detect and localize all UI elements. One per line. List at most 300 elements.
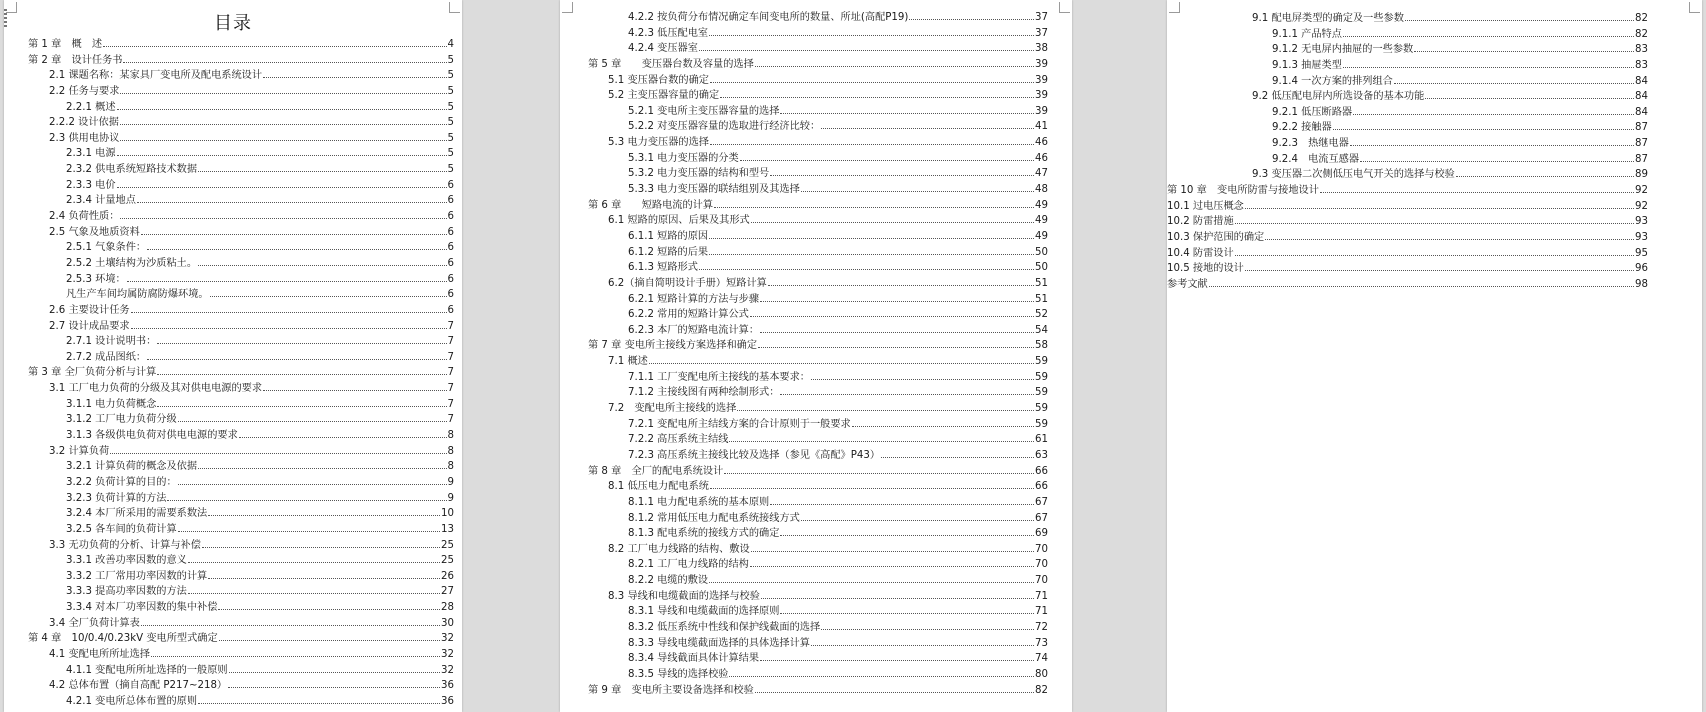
toc-entry[interactable] — [4, 553, 462, 569]
dot-leader — [202, 547, 440, 548]
toc-entry[interactable] — [560, 526, 1072, 542]
toc-entry[interactable] — [560, 448, 1072, 464]
dot-leader — [755, 66, 1034, 67]
toc-entry[interactable] — [560, 667, 1072, 683]
toc-entry[interactable] — [560, 511, 1072, 527]
toc-entry-page-number: 49 — [1035, 199, 1048, 211]
dot-leader — [147, 249, 446, 250]
toc-entry[interactable] — [4, 475, 462, 491]
toc-entry[interactable] — [560, 589, 1072, 605]
toc-entry[interactable] — [4, 459, 462, 475]
toc-entry-page-number: 72 — [1035, 621, 1048, 633]
dot-leader — [709, 35, 1034, 36]
dot-leader — [188, 562, 440, 563]
dot-leader — [131, 328, 447, 329]
dot-leader — [117, 187, 447, 188]
toc-entry[interactable] — [560, 88, 1072, 104]
toc-entry-page-number: 6 — [447, 179, 454, 191]
toc-entry[interactable] — [4, 115, 462, 131]
toc-entry[interactable] — [560, 432, 1072, 448]
toc-entry-page-number: 51 — [1035, 277, 1048, 289]
toc-entry-page-number: 7 — [447, 351, 454, 363]
dot-leader — [198, 171, 446, 172]
toc-entry[interactable] — [4, 53, 462, 69]
toc-entry-page-number: 6 — [447, 211, 454, 223]
toc-entry-page-number: 59 — [1035, 356, 1048, 368]
toc-entry-page-number: 32 — [441, 633, 454, 645]
toc-entry[interactable] — [560, 683, 1072, 699]
toc-entry[interactable] — [560, 26, 1072, 42]
toc-entry-page-number: 5 — [447, 54, 454, 66]
dot-leader — [770, 504, 1034, 505]
toc-entry-page-number: 69 — [1035, 528, 1048, 540]
toc-entry-page-number: 95 — [1635, 247, 1648, 259]
toc-entry-title: 2.3.2 供电系统短路技术数据 — [66, 164, 198, 176]
dot-leader — [120, 218, 446, 219]
toc-entry[interactable] — [1167, 136, 1702, 152]
toc-entry[interactable] — [4, 428, 462, 444]
toc-entry-title: 9.1.2 无电屏内抽屉的一些参数 — [1272, 44, 1414, 56]
dot-leader — [760, 660, 1034, 661]
dot-leader — [750, 316, 1034, 317]
toc-entry[interactable] — [560, 135, 1072, 151]
toc-entry-page-number: 6 — [447, 289, 454, 301]
toc-entry[interactable] — [4, 694, 462, 710]
dot-leader — [801, 520, 1034, 521]
toc-entry[interactable] — [560, 464, 1072, 480]
toc-entry[interactable] — [1167, 105, 1702, 121]
dot-leader — [157, 374, 446, 375]
toc-entry-page-number: 50 — [1035, 262, 1048, 274]
toc-entry-page-number: 39 — [1035, 90, 1048, 102]
toc-entry-page-number: 87 — [1635, 138, 1648, 150]
toc-entry[interactable] — [1167, 58, 1702, 74]
dot-leader — [188, 593, 440, 594]
toc-entry-title: 3.2 计算负荷 — [49, 445, 110, 457]
toc-entry-title: 2.1 课题名称：某家具厂变电所及配电系统设计 — [49, 70, 263, 82]
toc-entry-page-number: 84 — [1635, 91, 1648, 103]
toc-entry-title: 参考文献 — [1167, 278, 1208, 290]
toc-entry[interactable] — [560, 557, 1072, 573]
dot-leader — [123, 62, 446, 63]
dot-leader — [1320, 192, 1634, 193]
toc-entry-page-number: 49 — [1035, 230, 1048, 242]
dot-leader — [141, 234, 447, 235]
toc-entry-title: 5.3.2 电力变压器的结构和型号 — [628, 168, 770, 180]
toc-entry-page-number: 5 — [447, 101, 454, 113]
toc-entry[interactable] — [1167, 230, 1702, 246]
toc-entry-title: 9.2.2 接触器 — [1272, 122, 1332, 134]
toc-entry[interactable] — [560, 229, 1072, 245]
toc-entry-title: 2.3.3 电价 — [66, 179, 116, 191]
toc-entry-title: 6.1.3 短路形式 — [628, 262, 698, 274]
toc-entry-page-number: 7 — [447, 320, 454, 332]
toc-entry-title: 10.5 接地的设计 — [1167, 263, 1244, 275]
toc-entry-page-number: 48 — [1035, 184, 1048, 196]
toc-entry-title: 第 7 章 变电所主接线方案选择和确定 — [588, 340, 758, 352]
toc-entry-title: 7.1.1 工厂变配电所主接线的基本要求： — [628, 371, 810, 383]
toc-entry-title: 9.1.3 抽屉类型 — [1272, 59, 1342, 71]
dot-leader — [724, 473, 1034, 474]
toc-entry[interactable] — [560, 119, 1072, 135]
toc-entry[interactable] — [1167, 120, 1702, 136]
toc-entry-page-number: 82 — [1635, 28, 1648, 40]
toc-entry[interactable] — [4, 522, 462, 538]
dot-leader — [909, 19, 1034, 20]
toc-entry-title: 4.2.1 变电所总体布置的原则 — [66, 695, 198, 707]
dot-leader — [709, 254, 1034, 255]
dot-leader — [120, 93, 446, 94]
toc-entry[interactable] — [4, 538, 462, 554]
toc-entry-page-number: 84 — [1635, 75, 1648, 87]
toc-entry-page-number: 87 — [1635, 153, 1648, 165]
toc-entry-title: 4.2.4 变压器室 — [628, 43, 698, 55]
toc-entry-title: 4.2.2 按负荷分布情况确定车间变电所的数量、所址(高配P19) — [628, 12, 909, 23]
toc-entry-page-number: 82 — [1035, 684, 1048, 696]
toc-entry[interactable] — [560, 651, 1072, 667]
toc-entry-page-number: 10 — [441, 508, 454, 520]
toc-entry[interactable] — [4, 397, 462, 413]
toc-entry[interactable] — [4, 631, 462, 647]
toc-entry-title: 7.2 变配电所主接线的选择 — [608, 403, 737, 415]
dot-leader — [1353, 114, 1634, 115]
toc-entry-title: 6.1.2 短路的后果 — [628, 246, 709, 258]
toc-entry[interactable] — [560, 495, 1072, 511]
dot-leader — [780, 535, 1034, 536]
toc-entry[interactable] — [4, 584, 462, 600]
toc-entry-page-number: 49 — [1035, 215, 1048, 227]
toc-entry[interactable] — [560, 245, 1072, 261]
toc-entry-title: 4.2.3 低压配电室 — [628, 27, 709, 39]
dot-leader — [263, 77, 447, 78]
toc-entry-page-number: 39 — [1035, 58, 1048, 70]
dot-leader — [881, 457, 1034, 458]
toc-entry-title: 8.3.2 低压系统中性线和保护线截面的选择 — [628, 621, 821, 633]
document-page-3 — [1167, 0, 1702, 712]
toc-entry[interactable] — [4, 444, 462, 460]
toc-entry-page-number: 39 — [1035, 74, 1048, 86]
toc-entry-title: 8.2.1 工厂电力线路的结构 — [628, 559, 749, 571]
dot-leader — [740, 160, 1034, 161]
toc-entry-page-number: 67 — [1035, 496, 1048, 508]
toc-entry-title: 7.2.3 高压系统主接线比较及选择（参见《高配》P43） — [628, 449, 881, 461]
toc-entry-page-number: 5 — [447, 132, 454, 144]
toc-entry[interactable] — [1167, 167, 1702, 183]
toc-entry-page-number: 73 — [1035, 637, 1048, 649]
toc-entry[interactable] — [4, 193, 462, 209]
toc-entry[interactable] — [560, 573, 1072, 589]
toc-entry-page-number: 6 — [447, 273, 454, 285]
toc-entry-page-number: 46 — [1035, 152, 1048, 164]
dot-leader — [208, 515, 440, 516]
toc-entry-title: 5.1 变压器台数的确定 — [608, 74, 709, 86]
toc-entry[interactable] — [4, 225, 462, 241]
toc-entry[interactable] — [1167, 89, 1702, 105]
toc-entry-page-number: 67 — [1035, 512, 1048, 524]
toc-entry[interactable] — [4, 663, 462, 679]
toc-entry-title: 4.1 变配电所所址选择 — [49, 648, 150, 660]
dot-leader — [699, 50, 1034, 51]
toc-entry-title: 2.2.2 设计依据 — [49, 117, 119, 129]
toc-entry-page-number: 98 — [1635, 278, 1648, 290]
dot-leader — [1405, 20, 1634, 21]
toc-entry[interactable] — [1167, 261, 1702, 277]
dot-leader — [649, 363, 1034, 364]
toc-entry-page-number: 93 — [1635, 231, 1648, 243]
toc-entry-title: 5.2.2 对变压器容量的选取进行经济比较： — [628, 121, 821, 133]
toc-entry-title: 8.2.2 电缆的敷设 — [628, 575, 709, 587]
dot-leader — [729, 441, 1034, 442]
toc-entry-title: 8.3 导线和电缆截面的选择与校验 — [608, 590, 760, 602]
dot-leader — [229, 672, 440, 673]
toc-entry-title: 8.1.2 常用低压电力配电系统接线方式 — [628, 512, 800, 524]
toc-entry[interactable] — [560, 401, 1072, 417]
toc-entry-title: 2.7 设计成品要求 — [49, 320, 130, 332]
toc-entry-page-number: 27 — [441, 586, 454, 598]
dot-leader — [263, 390, 447, 391]
toc-entry[interactable] — [4, 303, 462, 319]
toc-entry-page-number: 8 — [447, 445, 454, 457]
toc-entry[interactable] — [4, 319, 462, 335]
toc-entry[interactable] — [560, 276, 1072, 292]
toc-entry[interactable] — [560, 10, 1072, 26]
dot-leader — [198, 468, 446, 469]
toc-entry[interactable] — [1167, 199, 1702, 215]
toc-entry-title: 2.3 供用电协议 — [49, 132, 120, 144]
toc-entry-title: 6.2.2 常用的短路计算公式 — [628, 309, 749, 321]
toc-entry-page-number: 5 — [447, 164, 454, 176]
toc-entry[interactable] — [560, 57, 1072, 73]
toc-entry[interactable] — [560, 323, 1072, 339]
toc-entry[interactable] — [4, 146, 462, 162]
toc-entry[interactable] — [560, 354, 1072, 370]
toc-entry[interactable] — [4, 506, 462, 522]
toc-entry-page-number: 52 — [1035, 309, 1048, 321]
toc-entry[interactable] — [560, 370, 1072, 386]
toc-entry-title: 2.5.1 气象条件： — [66, 242, 147, 254]
toc-entry-title: 5.3.1 电力变压器的分类 — [628, 152, 739, 164]
toc-entry-title: 3.3.4 对本厂功率因数的集中补偿 — [66, 602, 218, 614]
toc-entry-page-number: 32 — [441, 664, 454, 676]
toc-entry[interactable] — [1167, 74, 1702, 90]
dot-leader — [1343, 67, 1634, 68]
dot-leader — [167, 500, 446, 501]
toc-entry[interactable] — [4, 616, 462, 632]
toc-entry-title: 2.7.2 成品图纸： — [66, 351, 147, 363]
toc-entry-title: 3.1.3 各级供电负荷对供电电源的要求 — [66, 430, 238, 442]
toc-entry-title: 2.3.4 计量地点 — [66, 195, 136, 207]
dot-leader — [755, 692, 1034, 693]
toc-entry[interactable] — [4, 240, 462, 256]
toc-entry[interactable] — [4, 365, 462, 381]
toc-entry-page-number: 92 — [1635, 200, 1648, 212]
toc-entry-page-number: 71 — [1035, 606, 1048, 618]
toc-entry-title: 第 2 章 设计任务书 — [28, 54, 123, 66]
toc-entry[interactable] — [560, 198, 1072, 214]
toc-entry-page-number: 6 — [447, 242, 454, 254]
toc-entry-page-number: 59 — [1035, 418, 1048, 430]
toc-entry-title: 3.2.5 各车间的负荷计算 — [66, 523, 177, 535]
toc-entry-title: 2.2.1 概述 — [66, 101, 116, 113]
toc-entry-page-number: 37 — [1035, 12, 1048, 23]
toc-entry[interactable] — [4, 68, 462, 84]
toc-entry[interactable] — [4, 287, 462, 303]
dot-leader — [710, 488, 1034, 489]
toc-entry-page-number: 63 — [1035, 449, 1048, 461]
dot-leader — [110, 453, 446, 454]
toc-entry[interactable] — [4, 569, 462, 585]
toc-list — [4, 37, 462, 710]
toc-entry[interactable] — [560, 604, 1072, 620]
toc-entry[interactable] — [560, 307, 1072, 323]
toc-entry[interactable] — [560, 385, 1072, 401]
toc-entry-title: 7.2.2 高压系统主结线 — [628, 434, 729, 446]
toc-entry[interactable] — [4, 412, 462, 428]
toc-entry[interactable] — [4, 678, 462, 694]
toc-entry-title: 3.2.1 计算负荷的概念及依据 — [66, 461, 198, 473]
dot-leader — [780, 613, 1034, 614]
toc-entry-title: 9.1 配电屏类型的确定及一些参数 — [1252, 13, 1404, 24]
dot-leader — [709, 582, 1034, 583]
toc-entry[interactable] — [560, 620, 1072, 636]
toc-entry[interactable] — [4, 647, 462, 663]
dot-leader — [218, 609, 440, 610]
dot-leader — [151, 656, 440, 657]
toc-entry-title: 2.6 主要设计任务 — [49, 304, 130, 316]
toc-entry-title: 10.2 防雷措施 — [1167, 216, 1234, 228]
dot-leader — [1414, 51, 1634, 52]
toc-entry[interactable] — [4, 491, 462, 507]
toc-entry[interactable] — [4, 381, 462, 397]
toc-entry[interactable] — [1167, 246, 1702, 262]
toc-entry-title: 8.3.1 导线和电缆截面的选择原则 — [628, 606, 780, 618]
toc-entry-page-number: 38 — [1035, 43, 1048, 55]
toc-entry-title: 2.5.3 环境： — [66, 273, 126, 285]
dot-leader — [228, 687, 440, 688]
toc-entry-title: 8.3.4 导线截面具体计算结果 — [628, 653, 760, 665]
toc-entry[interactable] — [560, 104, 1072, 120]
toc-entry-title: 8.2 工厂电力线路的结构、敷设 — [608, 543, 750, 555]
dot-leader — [157, 406, 446, 407]
toc-entry[interactable] — [560, 151, 1072, 167]
document-page-1 — [4, 0, 462, 712]
toc-entry-page-number: 96 — [1635, 263, 1648, 275]
toc-entry-page-number: 30 — [441, 617, 454, 629]
toc-entry-page-number: 36 — [441, 680, 454, 692]
toc-entry[interactable] — [1167, 11, 1702, 27]
toc-entry-page-number: 25 — [441, 555, 454, 567]
toc-entry[interactable] — [1167, 27, 1702, 43]
toc-entry[interactable] — [4, 334, 462, 350]
dot-leader — [760, 332, 1034, 333]
dot-leader — [758, 347, 1034, 348]
toc-entry[interactable] — [4, 162, 462, 178]
toc-entry[interactable] — [4, 600, 462, 616]
toc-entry-page-number: 7 — [447, 336, 454, 348]
dot-leader — [1265, 239, 1634, 240]
toc-entry-page-number: 58 — [1035, 340, 1048, 352]
dot-leader — [770, 175, 1034, 176]
dot-leader — [117, 155, 447, 156]
toc-entry-page-number: 5 — [447, 117, 454, 129]
toc-entry-page-number: 8 — [447, 430, 454, 442]
toc-entry-page-number: 39 — [1035, 105, 1048, 117]
toc-entry-title: 6.1 短路的原因、后果及其形式 — [608, 215, 750, 227]
toc-entry[interactable] — [1167, 42, 1702, 58]
toc-entry[interactable] — [560, 166, 1072, 182]
toc-entry-title: 8.3.5 导线的选择校验 — [628, 668, 729, 680]
toc-entry[interactable] — [4, 178, 462, 194]
toc-entry[interactable] — [560, 636, 1072, 652]
toc-entry-title: 8.3.3 导线电缆截面选择的具体选择计算 — [628, 637, 810, 649]
toc-entry[interactable] — [560, 260, 1072, 276]
toc-entry-title: 3.3.2 工厂常用功率因数的计算 — [66, 570, 208, 582]
toc-entry-title: 3.1.1 电力负荷概念 — [66, 398, 157, 410]
toc-entry[interactable] — [560, 292, 1072, 308]
dot-leader — [1456, 176, 1634, 177]
toc-entry-title: 4.2 总体布置（摘自高配 P217~218） — [49, 680, 228, 692]
toc-entry[interactable] — [560, 213, 1072, 229]
toc-entry[interactable] — [560, 338, 1072, 354]
toc-entry-title: 2.5 气象及地质资料 — [49, 226, 140, 238]
toc-entry[interactable] — [560, 542, 1072, 558]
toc-entry[interactable] — [4, 131, 462, 147]
toc-entry-title: 2.5.2 土壤结构为沙质粘土。 — [66, 257, 198, 269]
toc-entry-title: 3.2.3 负荷计算的方法 — [66, 492, 167, 504]
toc-entry[interactable] — [560, 41, 1072, 57]
toc-entry-page-number: 46 — [1035, 137, 1048, 149]
toc-entry[interactable] — [4, 100, 462, 116]
toc-entry-title: 2.3.1 电源 — [66, 148, 116, 160]
toc-entry[interactable] — [4, 209, 462, 225]
toc-entry-title: 凡生产车间均属防腐防爆环境。 — [66, 289, 209, 301]
dot-leader — [761, 598, 1034, 599]
toc-entry[interactable] — [4, 256, 462, 272]
toc-entry-title: 5.3 电力变压器的选择 — [608, 137, 709, 149]
toc-entry[interactable] — [4, 84, 462, 100]
toc-title: 目录 — [214, 13, 252, 34]
toc-entry-title: 3.1 工厂电力负荷的分级及其对供电电源的要求 — [49, 383, 263, 395]
dot-leader — [720, 97, 1034, 98]
toc-entry[interactable] — [4, 37, 462, 53]
dot-leader — [1394, 83, 1634, 84]
toc-entry[interactable] — [560, 182, 1072, 198]
toc-entry[interactable] — [560, 73, 1072, 89]
toc-entry[interactable] — [560, 417, 1072, 433]
dot-leader — [710, 82, 1034, 83]
dot-leader — [1425, 98, 1634, 99]
toc-entry[interactable] — [4, 272, 462, 288]
toc-entry[interactable] — [1167, 214, 1702, 230]
toc-entry[interactable] — [1167, 183, 1702, 199]
toc-entry[interactable] — [1167, 277, 1702, 293]
dot-leader — [1360, 161, 1634, 162]
toc-entry[interactable] — [4, 350, 462, 366]
toc-entry-title: 第 9 章 变电所主要设备选择和校验 — [588, 684, 754, 696]
document-page-2 — [560, 0, 1072, 712]
toc-entry-page-number: 9 — [447, 492, 454, 504]
toc-entry-page-number: 4 — [447, 39, 454, 50]
toc-entry[interactable] — [560, 479, 1072, 495]
toc-entry-page-number: 8 — [447, 461, 454, 473]
toc-entry-title: 第 5 章 变压器台数及容量的选择 — [588, 58, 754, 70]
toc-entry-title: 8.1.1 电力配电系统的基本原则 — [628, 496, 770, 508]
dot-leader — [699, 269, 1034, 270]
dot-leader — [120, 124, 447, 125]
toc-entry[interactable] — [1167, 152, 1702, 168]
dot-leader — [709, 238, 1034, 239]
toc-entry-title: 9.2 低压配电屏内所选设备的基本功能 — [1252, 91, 1425, 103]
